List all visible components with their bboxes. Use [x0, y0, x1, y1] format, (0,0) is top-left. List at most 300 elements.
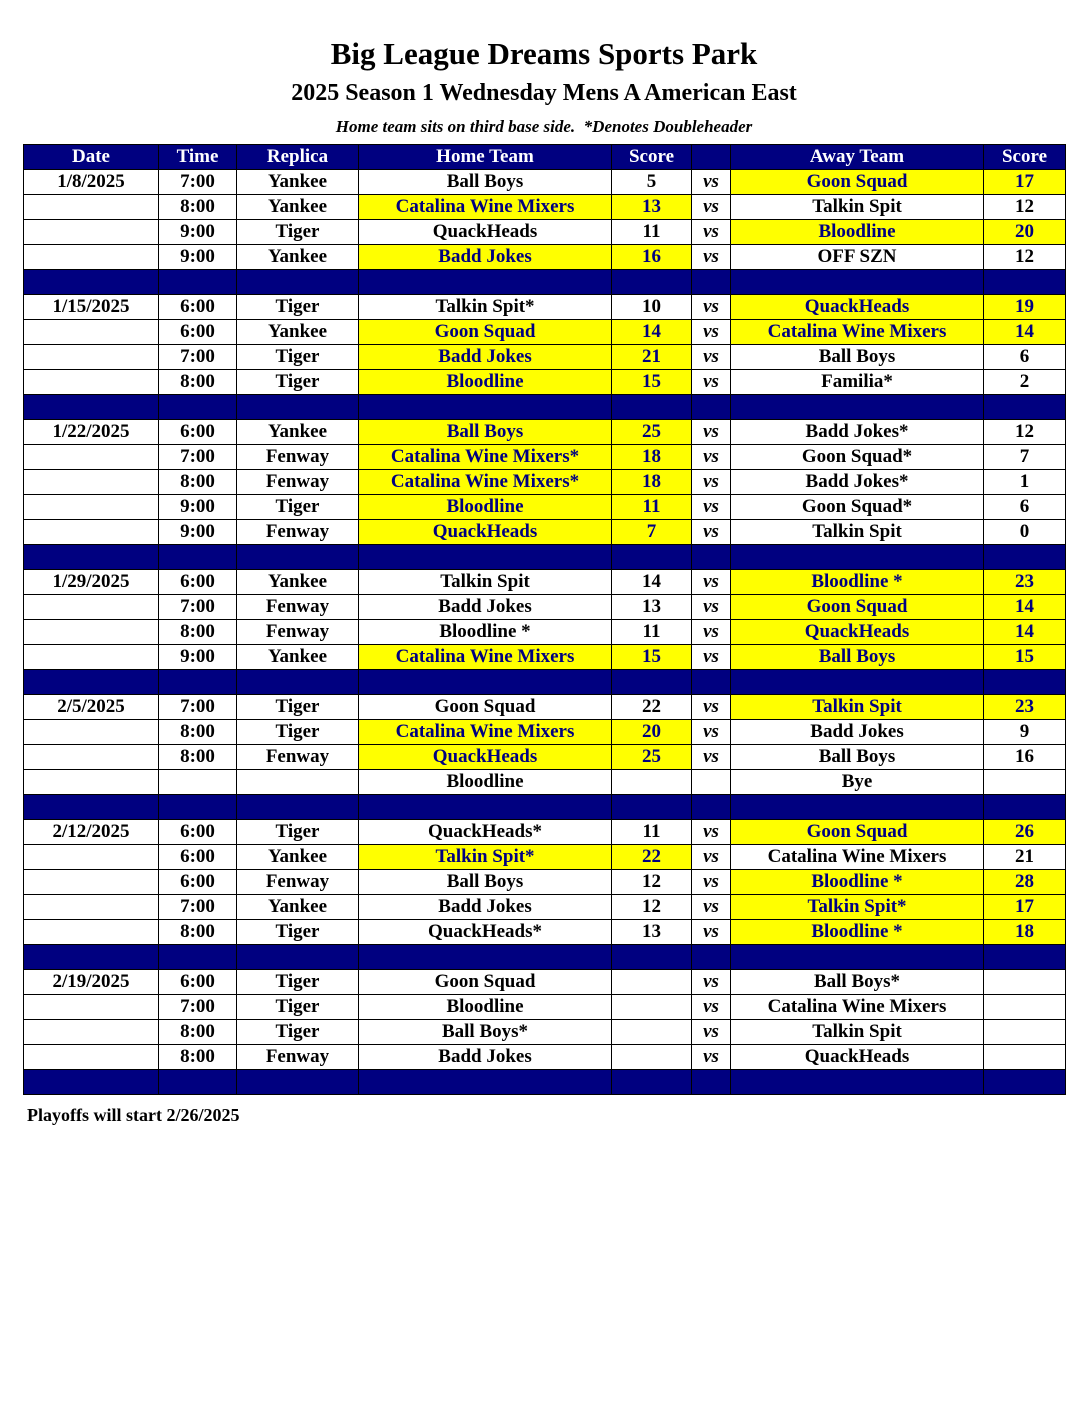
- date-cell: [24, 470, 159, 495]
- replica-cell: Tiger: [237, 295, 359, 320]
- page-subtitle: 2025 Season 1 Wednesday Mens A American East: [291, 80, 797, 106]
- away-team-cell: Talkin Spit: [731, 695, 984, 720]
- table-row: [24, 820, 1066, 845]
- away-team-cell: Bloodline: [731, 220, 984, 245]
- column-header-replica: Replica: [237, 145, 359, 170]
- away-team-cell: Familia*: [731, 370, 984, 395]
- time-cell: 9:00: [159, 645, 237, 670]
- time-cell: 7:00: [159, 895, 237, 920]
- separator-cell: [24, 945, 159, 970]
- vs-cell: vs: [692, 1045, 731, 1070]
- time-cell: 7:00: [159, 995, 237, 1020]
- away-score-cell: 12: [984, 420, 1066, 445]
- vs-cell: vs: [692, 720, 731, 745]
- home-score-cell: 14: [612, 570, 692, 595]
- date-cell: [24, 445, 159, 470]
- home-team-cell: Badd Jokes: [359, 245, 612, 270]
- separator-cell: [692, 670, 731, 695]
- table-row: [24, 320, 1066, 345]
- table-row: [24, 1020, 1066, 1045]
- home-score-cell: 11: [612, 220, 692, 245]
- vs-cell: vs: [692, 970, 731, 995]
- table-row: [24, 245, 1066, 270]
- away-team-cell: Badd Jokes*: [731, 470, 984, 495]
- date-cell: 2/19/2025: [24, 970, 159, 995]
- separator-cell: [159, 545, 237, 570]
- date-cell: [24, 1020, 159, 1045]
- week-separator-row: [24, 670, 1066, 695]
- table-row: [24, 295, 1066, 320]
- home-team-cell: Catalina Wine Mixers: [359, 645, 612, 670]
- separator-cell: [24, 1070, 159, 1095]
- time-cell: 6:00: [159, 820, 237, 845]
- table-row: [24, 895, 1066, 920]
- home-score-cell: 5: [612, 170, 692, 195]
- separator-cell: [159, 395, 237, 420]
- away-team-cell: Talkin Spit*: [731, 895, 984, 920]
- away-score-cell: 12: [984, 195, 1066, 220]
- away-score-cell: 14: [984, 595, 1066, 620]
- table-row: [24, 770, 1066, 795]
- time-cell: 6:00: [159, 570, 237, 595]
- table-row: [24, 345, 1066, 370]
- table-row: [24, 645, 1066, 670]
- vs-cell: vs: [692, 195, 731, 220]
- time-cell: 6:00: [159, 295, 237, 320]
- away-score-cell: 12: [984, 245, 1066, 270]
- vs-cell: vs: [692, 995, 731, 1020]
- table-row: [24, 970, 1066, 995]
- home-team-cell: Talkin Spit*: [359, 845, 612, 870]
- time-cell: 8:00: [159, 1020, 237, 1045]
- home-score-cell: 12: [612, 895, 692, 920]
- date-cell: [24, 620, 159, 645]
- home-team-cell: Catalina Wine Mixers: [359, 195, 612, 220]
- home-team-cell: Talkin Spit: [359, 570, 612, 595]
- time-cell: 6:00: [159, 420, 237, 445]
- separator-cell: [159, 945, 237, 970]
- separator-cell: [731, 270, 984, 295]
- away-score-cell: 6: [984, 345, 1066, 370]
- separator-cell: [237, 1070, 359, 1095]
- home-score-cell: [612, 1020, 692, 1045]
- week-separator-row: [24, 545, 1066, 570]
- date-cell: [24, 520, 159, 545]
- away-team-cell: Goon Squad: [731, 820, 984, 845]
- away-team-cell: OFF SZN: [731, 245, 984, 270]
- separator-cell: [359, 945, 612, 970]
- separator-cell: [612, 270, 692, 295]
- home-team-cell: Ball Boys: [359, 420, 612, 445]
- home-score-cell: 11: [612, 620, 692, 645]
- away-score-cell: 14: [984, 320, 1066, 345]
- playoffs-note: Playoffs will start 2/26/2025: [27, 1105, 240, 1125]
- separator-cell: [984, 395, 1066, 420]
- away-team-cell: Bloodline *: [731, 870, 984, 895]
- home-team-cell: Ball Boys: [359, 870, 612, 895]
- replica-cell: Fenway: [237, 620, 359, 645]
- vs-cell: vs: [692, 745, 731, 770]
- away-score-cell: 6: [984, 495, 1066, 520]
- home-team-cell: Bloodline: [359, 995, 612, 1020]
- separator-cell: [612, 945, 692, 970]
- replica-cell: Fenway: [237, 445, 359, 470]
- away-score-cell: [984, 1020, 1066, 1045]
- vs-cell: vs: [692, 820, 731, 845]
- away-score-cell: 18: [984, 920, 1066, 945]
- replica-cell: Tiger: [237, 720, 359, 745]
- home-team-cell: QuackHeads: [359, 520, 612, 545]
- away-score-cell: [984, 1045, 1066, 1070]
- home-team-cell: QuackHeads*: [359, 820, 612, 845]
- away-score-cell: 23: [984, 695, 1066, 720]
- away-team-cell: Bloodline *: [731, 570, 984, 595]
- away-team-cell: Badd Jokes*: [731, 420, 984, 445]
- replica-cell: Fenway: [237, 1045, 359, 1070]
- replica-cell: Fenway: [237, 870, 359, 895]
- home-score-cell: 20: [612, 720, 692, 745]
- table-row: [24, 920, 1066, 945]
- separator-cell: [731, 395, 984, 420]
- home-team-cell: Bloodline *: [359, 620, 612, 645]
- home-score-cell: 21: [612, 345, 692, 370]
- home-score-cell: 25: [612, 420, 692, 445]
- replica-cell: Tiger: [237, 345, 359, 370]
- table-row: [24, 870, 1066, 895]
- column-header-home-team: Home Team: [359, 145, 612, 170]
- separator-cell: [359, 670, 612, 695]
- time-cell: 9:00: [159, 495, 237, 520]
- date-cell: [24, 195, 159, 220]
- date-cell: [24, 920, 159, 945]
- home-score-cell: 25: [612, 745, 692, 770]
- table-row: [24, 495, 1066, 520]
- away-score-cell: 28: [984, 870, 1066, 895]
- table-row: [24, 520, 1066, 545]
- column-header-vs: [692, 145, 731, 170]
- away-score-cell: 16: [984, 745, 1066, 770]
- away-score-cell: 21: [984, 845, 1066, 870]
- home-team-cell: Bloodline: [359, 495, 612, 520]
- home-team-cell: QuackHeads: [359, 220, 612, 245]
- separator-cell: [612, 670, 692, 695]
- home-team-cell: Badd Jokes: [359, 595, 612, 620]
- separator-cell: [159, 1070, 237, 1095]
- home-score-cell: 15: [612, 370, 692, 395]
- vs-cell: vs: [692, 470, 731, 495]
- home-team-cell: Badd Jokes: [359, 1045, 612, 1070]
- home-team-cell: Goon Squad: [359, 320, 612, 345]
- away-score-cell: 20: [984, 220, 1066, 245]
- time-cell: [159, 770, 237, 795]
- date-cell: [24, 770, 159, 795]
- away-team-cell: Ball Boys: [731, 645, 984, 670]
- home-score-cell: 18: [612, 445, 692, 470]
- vs-cell: vs: [692, 1020, 731, 1045]
- home-score-cell: 7: [612, 520, 692, 545]
- away-team-cell: Goon Squad: [731, 170, 984, 195]
- table-row: [24, 445, 1066, 470]
- week-separator-row: [24, 945, 1066, 970]
- vs-cell: [692, 770, 731, 795]
- separator-cell: [359, 545, 612, 570]
- separator-cell: [731, 945, 984, 970]
- date-cell: 1/29/2025: [24, 570, 159, 595]
- separator-cell: [984, 945, 1066, 970]
- vs-cell: vs: [692, 645, 731, 670]
- home-team-cell: Ball Boys*: [359, 1020, 612, 1045]
- home-score-cell: 22: [612, 845, 692, 870]
- time-cell: 7:00: [159, 595, 237, 620]
- date-cell: 1/22/2025: [24, 420, 159, 445]
- away-score-cell: 17: [984, 895, 1066, 920]
- separator-cell: [692, 945, 731, 970]
- vs-cell: vs: [692, 595, 731, 620]
- away-score-cell: 17: [984, 170, 1066, 195]
- home-team-cell: Bloodline: [359, 770, 612, 795]
- schedule-body: [24, 170, 1066, 1095]
- vs-cell: vs: [692, 420, 731, 445]
- home-score-cell: [612, 770, 692, 795]
- replica-cell: Tiger: [237, 1020, 359, 1045]
- table-row: [24, 470, 1066, 495]
- away-score-cell: 14: [984, 620, 1066, 645]
- away-team-cell: Goon Squad: [731, 595, 984, 620]
- away-team-cell: Talkin Spit: [731, 195, 984, 220]
- vs-cell: vs: [692, 370, 731, 395]
- separator-cell: [731, 795, 984, 820]
- home-team-cell: Catalina Wine Mixers*: [359, 445, 612, 470]
- doubleheader-note: Home team sits on third base side. *Denotes Doubleheader: [335, 117, 753, 136]
- home-score-cell: 11: [612, 820, 692, 845]
- column-header-time: Time: [159, 145, 237, 170]
- column-header-date: Date: [24, 145, 159, 170]
- time-cell: 7:00: [159, 445, 237, 470]
- separator-cell: [159, 670, 237, 695]
- separator-cell: [692, 270, 731, 295]
- away-score-cell: 23: [984, 570, 1066, 595]
- separator-cell: [359, 1070, 612, 1095]
- column-header-home-score: Score: [612, 145, 692, 170]
- table-row: [24, 195, 1066, 220]
- table-row: [24, 595, 1066, 620]
- away-score-cell: 0: [984, 520, 1066, 545]
- page-title: Big League Dreams Sports Park: [330, 36, 758, 71]
- separator-cell: [612, 545, 692, 570]
- replica-cell: Yankee: [237, 245, 359, 270]
- separator-cell: [984, 545, 1066, 570]
- separator-cell: [731, 670, 984, 695]
- date-cell: 2/12/2025: [24, 820, 159, 845]
- vs-cell: vs: [692, 320, 731, 345]
- away-team-cell: Ball Boys: [731, 345, 984, 370]
- time-cell: 9:00: [159, 220, 237, 245]
- time-cell: 7:00: [159, 345, 237, 370]
- date-cell: [24, 220, 159, 245]
- home-score-cell: 10: [612, 295, 692, 320]
- replica-cell: Tiger: [237, 220, 359, 245]
- date-cell: [24, 245, 159, 270]
- time-cell: 9:00: [159, 245, 237, 270]
- time-cell: 8:00: [159, 745, 237, 770]
- separator-cell: [359, 395, 612, 420]
- date-cell: [24, 1045, 159, 1070]
- away-team-cell: Catalina Wine Mixers: [731, 995, 984, 1020]
- table-row: [24, 845, 1066, 870]
- separator-cell: [237, 545, 359, 570]
- separator-cell: [984, 795, 1066, 820]
- week-separator-row: [24, 1070, 1066, 1095]
- vs-cell: vs: [692, 895, 731, 920]
- home-score-cell: 12: [612, 870, 692, 895]
- time-cell: 8:00: [159, 195, 237, 220]
- away-team-cell: Catalina Wine Mixers: [731, 845, 984, 870]
- home-team-cell: Goon Squad: [359, 970, 612, 995]
- time-cell: 8:00: [159, 1045, 237, 1070]
- time-cell: 8:00: [159, 470, 237, 495]
- separator-cell: [731, 1070, 984, 1095]
- separator-cell: [359, 795, 612, 820]
- vs-cell: vs: [692, 345, 731, 370]
- vs-cell: vs: [692, 220, 731, 245]
- home-team-cell: Catalina Wine Mixers: [359, 720, 612, 745]
- away-team-cell: Ball Boys: [731, 745, 984, 770]
- away-team-cell: Talkin Spit: [731, 520, 984, 545]
- separator-cell: [159, 795, 237, 820]
- home-score-cell: [612, 970, 692, 995]
- away-team-cell: Goon Squad*: [731, 495, 984, 520]
- vs-cell: vs: [692, 695, 731, 720]
- date-cell: [24, 995, 159, 1020]
- replica-cell: Fenway: [237, 745, 359, 770]
- away-team-cell: Badd Jokes: [731, 720, 984, 745]
- home-score-cell: 15: [612, 645, 692, 670]
- home-team-cell: Bloodline: [359, 370, 612, 395]
- replica-cell: Tiger: [237, 695, 359, 720]
- table-row: [24, 420, 1066, 445]
- away-team-cell: Bloodline *: [731, 920, 984, 945]
- date-cell: [24, 345, 159, 370]
- replica-cell: Yankee: [237, 320, 359, 345]
- away-score-cell: 1: [984, 470, 1066, 495]
- time-cell: 6:00: [159, 320, 237, 345]
- replica-cell: Yankee: [237, 645, 359, 670]
- home-score-cell: 13: [612, 595, 692, 620]
- away-team-cell: Bye: [731, 770, 984, 795]
- replica-cell: Tiger: [237, 495, 359, 520]
- replica-cell: Yankee: [237, 845, 359, 870]
- home-team-cell: Badd Jokes: [359, 895, 612, 920]
- time-cell: 7:00: [159, 695, 237, 720]
- column-header-away-team: Away Team: [731, 145, 984, 170]
- separator-cell: [612, 795, 692, 820]
- separator-cell: [731, 545, 984, 570]
- home-score-cell: 16: [612, 245, 692, 270]
- home-team-cell: Goon Squad: [359, 695, 612, 720]
- separator-cell: [692, 795, 731, 820]
- time-cell: 8:00: [159, 720, 237, 745]
- date-cell: [24, 845, 159, 870]
- table-row: [24, 170, 1066, 195]
- replica-cell: Yankee: [237, 895, 359, 920]
- home-team-cell: QuackHeads*: [359, 920, 612, 945]
- date-cell: [24, 595, 159, 620]
- separator-cell: [24, 795, 159, 820]
- vs-cell: vs: [692, 845, 731, 870]
- date-cell: [24, 895, 159, 920]
- table-row: [24, 620, 1066, 645]
- away-score-cell: 7: [984, 445, 1066, 470]
- separator-cell: [237, 395, 359, 420]
- home-score-cell: 18: [612, 470, 692, 495]
- date-cell: [24, 870, 159, 895]
- vs-cell: vs: [692, 570, 731, 595]
- vs-cell: vs: [692, 445, 731, 470]
- replica-cell: Fenway: [237, 595, 359, 620]
- vs-cell: vs: [692, 520, 731, 545]
- home-score-cell: 14: [612, 320, 692, 345]
- away-score-cell: [984, 995, 1066, 1020]
- home-team-cell: QuackHeads: [359, 745, 612, 770]
- separator-cell: [692, 545, 731, 570]
- separator-cell: [612, 1070, 692, 1095]
- table-row: [24, 695, 1066, 720]
- replica-cell: Fenway: [237, 520, 359, 545]
- date-cell: [24, 320, 159, 345]
- time-cell: 7:00: [159, 170, 237, 195]
- home-score-cell: 13: [612, 195, 692, 220]
- away-team-cell: Talkin Spit: [731, 1020, 984, 1045]
- replica-cell: Yankee: [237, 170, 359, 195]
- replica-cell: [237, 770, 359, 795]
- time-cell: 8:00: [159, 370, 237, 395]
- replica-cell: Yankee: [237, 570, 359, 595]
- away-score-cell: [984, 970, 1066, 995]
- home-score-cell: [612, 1045, 692, 1070]
- date-cell: [24, 495, 159, 520]
- date-cell: [24, 745, 159, 770]
- week-separator-row: [24, 395, 1066, 420]
- separator-cell: [24, 270, 159, 295]
- home-score-cell: 13: [612, 920, 692, 945]
- home-score-cell: [612, 995, 692, 1020]
- table-row: [24, 1045, 1066, 1070]
- home-score-cell: 22: [612, 695, 692, 720]
- separator-cell: [984, 270, 1066, 295]
- away-team-cell: QuackHeads: [731, 1045, 984, 1070]
- date-cell: [24, 370, 159, 395]
- vs-cell: vs: [692, 870, 731, 895]
- time-cell: 6:00: [159, 845, 237, 870]
- date-cell: [24, 720, 159, 745]
- time-cell: 8:00: [159, 620, 237, 645]
- away-team-cell: Goon Squad*: [731, 445, 984, 470]
- time-cell: 6:00: [159, 970, 237, 995]
- away-score-cell: 19: [984, 295, 1066, 320]
- schedule-table: [23, 144, 1066, 1095]
- away-team-cell: QuackHeads: [731, 295, 984, 320]
- table-row: [24, 995, 1066, 1020]
- separator-cell: [237, 795, 359, 820]
- vs-cell: vs: [692, 170, 731, 195]
- separator-cell: [692, 1070, 731, 1095]
- replica-cell: Tiger: [237, 995, 359, 1020]
- home-team-cell: Talkin Spit*: [359, 295, 612, 320]
- separator-cell: [24, 670, 159, 695]
- separator-cell: [237, 270, 359, 295]
- table-row: [24, 220, 1066, 245]
- table-row: [24, 370, 1066, 395]
